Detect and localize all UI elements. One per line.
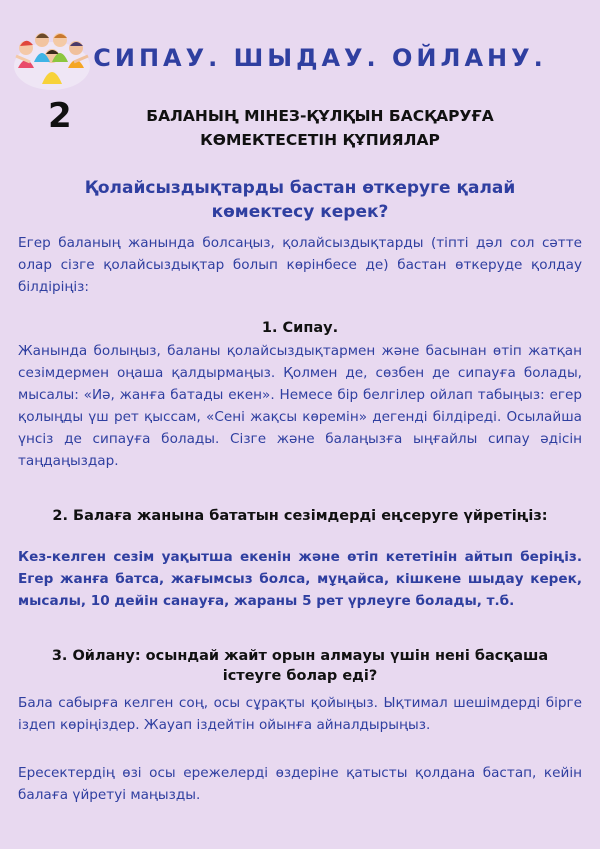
intro-paragraph: Егер баланың жанында болсаңыз, қолайсыздықтарды (тіпті дәл сол сәтте олар сізге қолайсыздықтар болып көрінбесе де) бастан өткеруде қолдау білдіріңіз: — [18, 235, 582, 295]
section-2-heading: 2. Балаға жанына бататын сезімдерді еңсеруге үйретіңіз: — [52, 508, 548, 524]
section-2-text: Кез-келген сезім уақытша екенін және өтіп кететінін айтып беріңіз. Егер жанға батса, жағымсыз болса, мұңайса, кішкене шыдау керек, мысалы, 10 дейін санауға, жараны 5 рет үрлеуге болады, т.б. — [18, 549, 582, 609]
section-1-heading: 1. Сипау. — [261, 320, 339, 336]
section-3-text-extra: Ересектердің өзі осы ережелерді өздеріне қатысты қолдана бастап, кейін балаға үйретуі маңызды. — [18, 765, 582, 803]
section-1-text: Жанында болыңыз, баланы қолайсыздықтармен және басынан өтіп жатқан сезімдермен оңаша қалдырмаңыз. Қолмен де, сөзбен де сипауға болады, мысалы: «Иә, жанға батады екен». Немесе бір белгілер ойлап табыңыз: егер қолыңды үш рет қыссам, «Сені жақсы көремін» дегенді білдіреді. Осылайша үнсіз де сипауға болады. Сізге және балаңызға ыңғайлы сипау әдісін таңдаңыздар. — [18, 343, 582, 469]
section-3-text: Бала сабырға келген соң, осы сұрақты қойыңыз. Ықтимал шешімдерді бірге іздеп көріңіздер. Жауап іздейтін ойынға айналдырыңыз. — [18, 695, 582, 733]
question-heading: Қолайсыздықтарды бастан өткеруге қалай көмектесу керек? — [84, 178, 516, 222]
subtitle: БАЛАНЫҢ МІНЕЗ-ҚҰЛҚЫН БАСҚАРУҒА КӨМЕКТЕСЕТІН ҚҰПИЯЛАР — [146, 107, 494, 149]
section-3-heading: 3. Ойлану: осындай жайт орын алмауы үшін нені басқаша істеуге болар еді? — [51, 648, 549, 684]
page-number: 2 — [48, 96, 72, 136]
main-title: СИПАУ. ШЫДАУ. ОЙЛАНУ. — [93, 44, 547, 72]
